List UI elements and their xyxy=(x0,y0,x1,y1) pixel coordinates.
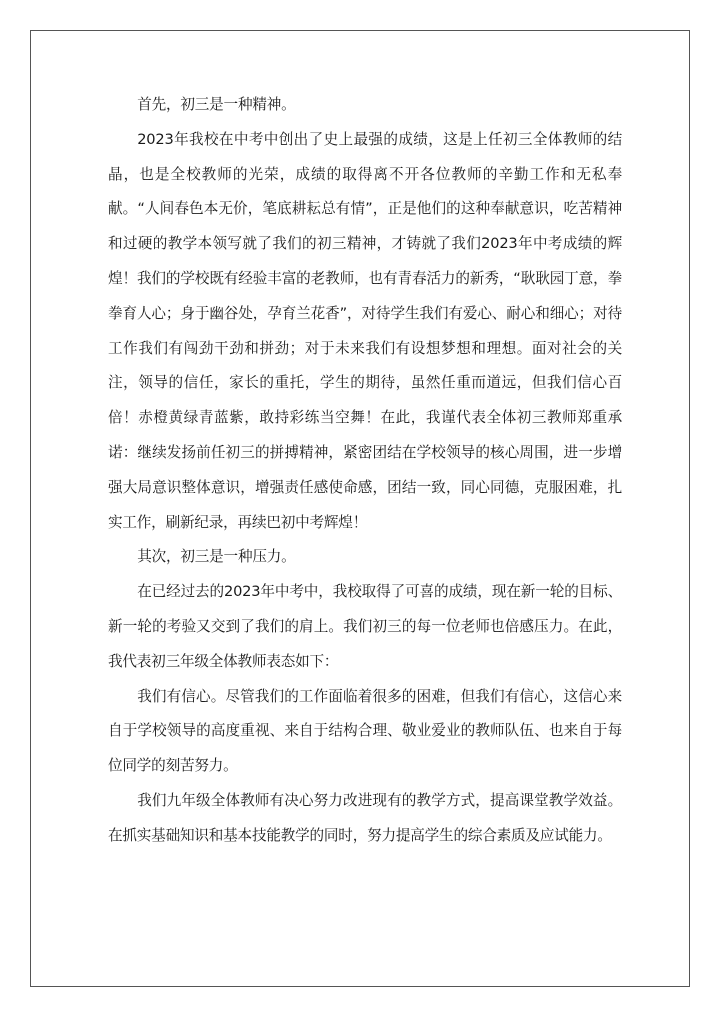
paragraph-spirit-body: 2023年我校在中考中创出了史上最强的成绩，这是上任初三全体教师的结晶，也是全校教师的光荣，成绩的取得离不开各位教师的辛勤工作和无私奉献。“人间春色本无价，笔底耕耘总有情”，正是他们的这种奉献意识，吃苦精神和过硬的教学本领写就了我们的初三精神，才铸就了我们2023年中考成绩的辉煌！我们的学校既有经验丰富的老教师，也有青春活力的新秀，“耿耿园丁意，拳拳育人心；身于幽谷处，孕育兰花香”，对待学生我们有爱心、耐心和细心；对待工作我们有闯劲干劲和拼劲；对于未来我们有设想梦想和理想。面对社会的关注，领导的信任，家长的重托，学生的期待，虽然任重而道远，但我们信心百倍！赤橙黄绿青蓝紫，敢持彩练当空舞！在此，我谨代表全体初三教师郑重承诺：继续发扬前任初三的拼搏精神，紧密团结在学校领导的核心周围，进一步增强大局意识整体意识，增强责任感使命感，团结一致，同心同德，克服困难，扎实工作，刷新纪录，再续巴初中考辉煌！ xyxy=(108,130,622,531)
paragraph-first-heading: 首先，初三是一种精神。 xyxy=(137,96,296,113)
document-body xyxy=(108,88,622,854)
paragraph-confidence: 我们有信心。尽管我们的工作面临着很多的困难，但我们有信心，这信心来自于学校领导的高度重视、来自于结构合理、敬业爱业的教师队伍、也来自于每位同学的刻苦努力。 xyxy=(108,687,622,775)
paragraph-determination: 我们九年级全体教师有决心努力改进现有的教学方式，提高课堂教学效益。在抓实基础知识和基本技能教学的同时，努力提高学生的综合素质及应试能力。 xyxy=(108,791,622,844)
paragraph-pressure-body: 在已经过去的2023年中考中，我校取得了可喜的成绩，现在新一轮的目标、新一轮的考验又交到了我们的肩上。我们初三的每一位老师也倍感压力。在此，我代表初三年级全体教师表态如下： xyxy=(108,583,622,670)
paragraph-second-heading: 其次，初三是一种压力。 xyxy=(137,548,296,566)
